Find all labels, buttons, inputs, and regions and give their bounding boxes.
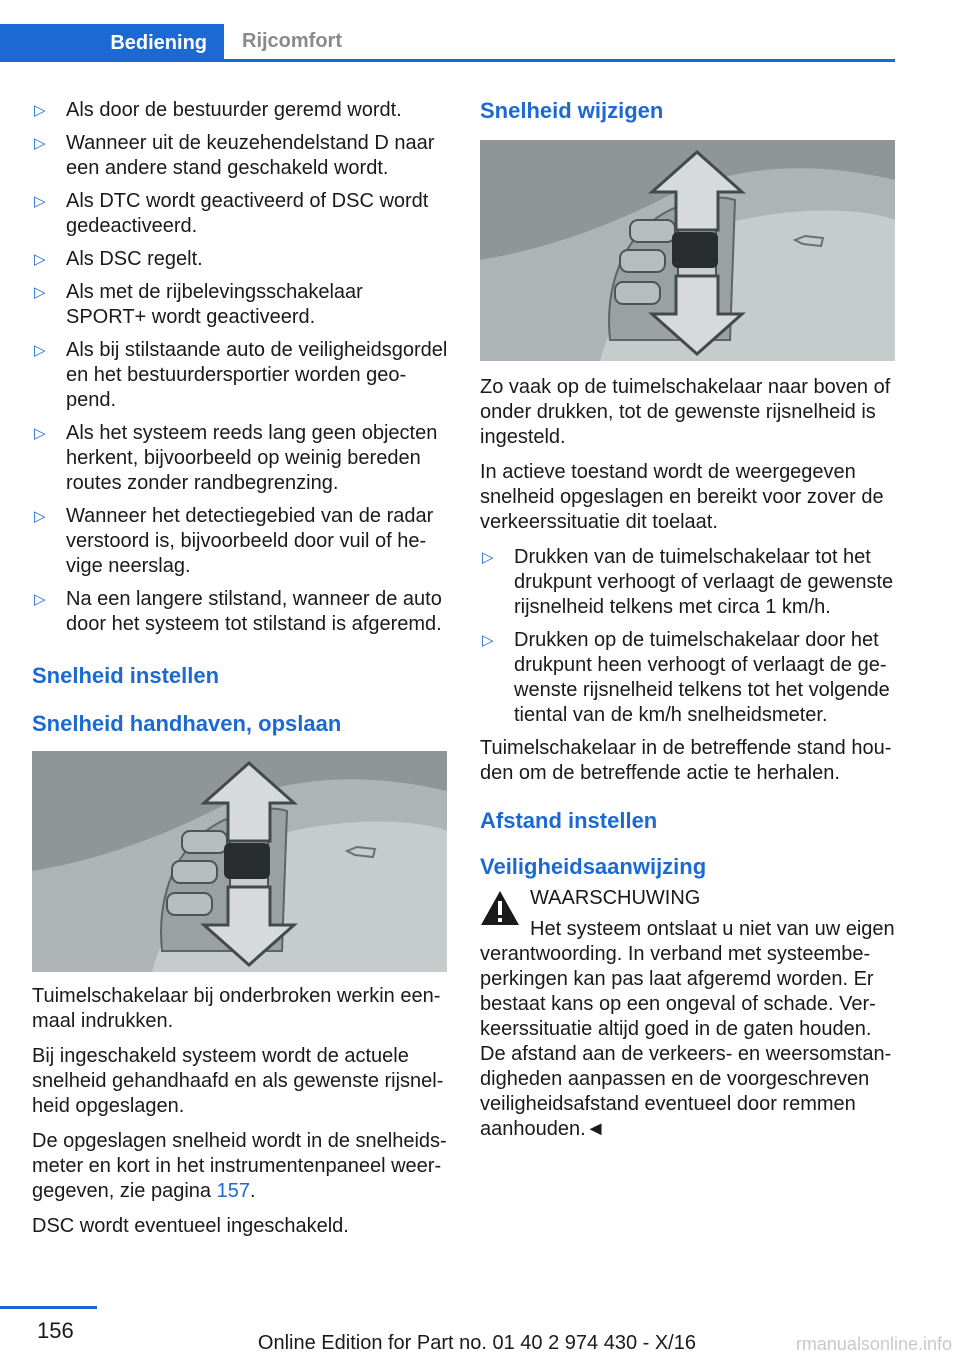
heading-veiligheidsaanwijzing: Veiligheidsaanwijzing [480,854,707,879]
list-item: ▷ Als bij stilstaande auto de veiligheidsgordel en het bestuurdersportier worden geo‐ pend. [32,338,448,413]
paragraph-text: . [249,1180,256,1202]
header-tabs [0,24,895,62]
page-number: 156 [37,1318,74,1343]
header-rule [0,59,895,62]
steering-wheel-figure [32,751,447,972]
list-item: ▷ Als DSC regelt. [32,247,448,272]
list-item: ▷ Drukken van de tuimelschakelaar tot het drukpunt verhoogt of verlaagt de gewenste rijsnelheid telkens met circa 1 km/h. [480,545,896,620]
paragraph: Bij ingeschakeld systeem wordt de actuele snelheid gehandhaafd en als gewenste rijsnel‐ heid opgeslagen. [32,1045,444,1117]
list-item: ▷ Drukken op de tuimelschakelaar door het drukpunt heen verhoogt of verlaagt de ge‐ wenste rijsnelheid telkens tot het volgende tiental van de km/h snelheidsmeter. [480,628,896,728]
steering-wheel-figure [480,140,895,361]
heading-snelheid-instellen: Snelheid instellen [32,663,220,688]
condition-list [32,98,448,637]
page-reference-link[interactable]: 157 [216,1180,250,1202]
watermark: rmanualsonline.info [795,1334,952,1354]
list-item: ▷ Als DTC wordt geactiveerd of DSC wordt gedeactiveerd. [32,189,448,239]
edition-label: Online Edition for Part no. 01 40 2 974 430 - X/16 [257,1332,696,1354]
paragraph-with-reference [32,1129,448,1204]
paragraph: Zo vaak op de tuimelschakelaar naar boven of onder drukken, tot de gewenste rijsnelheid is ingesteld. [480,376,891,448]
steering-wheel-illustration [32,751,447,972]
tab-bediening[interactable]: Bediening [0,24,224,62]
list-item: ▷ Als door de bestuurder geremd wordt. [32,98,448,123]
paragraph-text: De opgeslagen snelheid wordt in de snelheids‐ meter en kort in het instrumentenpaneel weer‐ gegeven, zie pagina [32,1130,447,1202]
warning-triangle-icon [480,890,520,926]
warning-block [480,886,896,1142]
paragraph: In actieve toestand wordt de weergegeven snelheid opgeslagen en bereikt voor zover de verkeerssituatie dit toelaat. [480,461,884,533]
list-item: ▷ Wanneer het detectiegebied van de radar verstoord is, bijvoorbeeld door vuil of he‐ vige neerslag. [32,504,448,579]
paragraph: DSC wordt eventueel ingeschakeld. [32,1215,349,1237]
steering-wheel-illustration [480,140,895,361]
list-item: ▷ Als het systeem reeds lang geen objecten herkent, bijvoorbeeld op weinig bereden routes zonder randbegrenzing. [32,421,448,496]
heading-snelheid-handhaven: Snelheid handhaven, opslaan [32,711,342,736]
footer-rule [0,1306,97,1309]
heading-afstand-instellen: Afstand instellen [480,808,658,833]
adjust-list [480,545,896,728]
heading-snelheid-wijzigen: Snelheid wijzigen [480,98,664,123]
list-item: ▷ Wanneer uit de keuzehendelstand D naar een andere stand geschakeld wordt. [32,131,448,181]
list-item: ▷ Na een langere stilstand, wanneer de auto door het systeem tot stilstand is afgeremd. [32,587,448,637]
list-item: ▷ Als met de rijbelevingsschakelaar SPORT+ wordt geactiveerd. [32,280,448,330]
right-column [480,98,896,1142]
paragraph: Tuimelschakelaar bij onderbroken werkin een‐ maal indrukken. [32,985,441,1032]
tab-rijcomfort[interactable]: Rijcomfort [242,30,342,52]
warning-text: Het systeem ontslaat u niet van uw eigen verantwoording. In verband met systeembe‐ perkingen kan pas laat afgeremd worden. Er bestaat kans op een ongeval of schade. Ver‐ keerssituatie altijd goed in de gaten houden. De afstand aan de verkeers- en weersomstan‐ digheden aanpassen en de voorgeschreven veiligheidsafstand eventueel door remmen aanhouden.◄ [480,918,895,1140]
warning-title: WAARSCHUWING [530,887,701,909]
left-column [32,98,448,1249]
paragraph: Tuimelschakelaar in de betreffende stand hou‐ den om de betreffende actie te herhalen. [480,737,892,784]
